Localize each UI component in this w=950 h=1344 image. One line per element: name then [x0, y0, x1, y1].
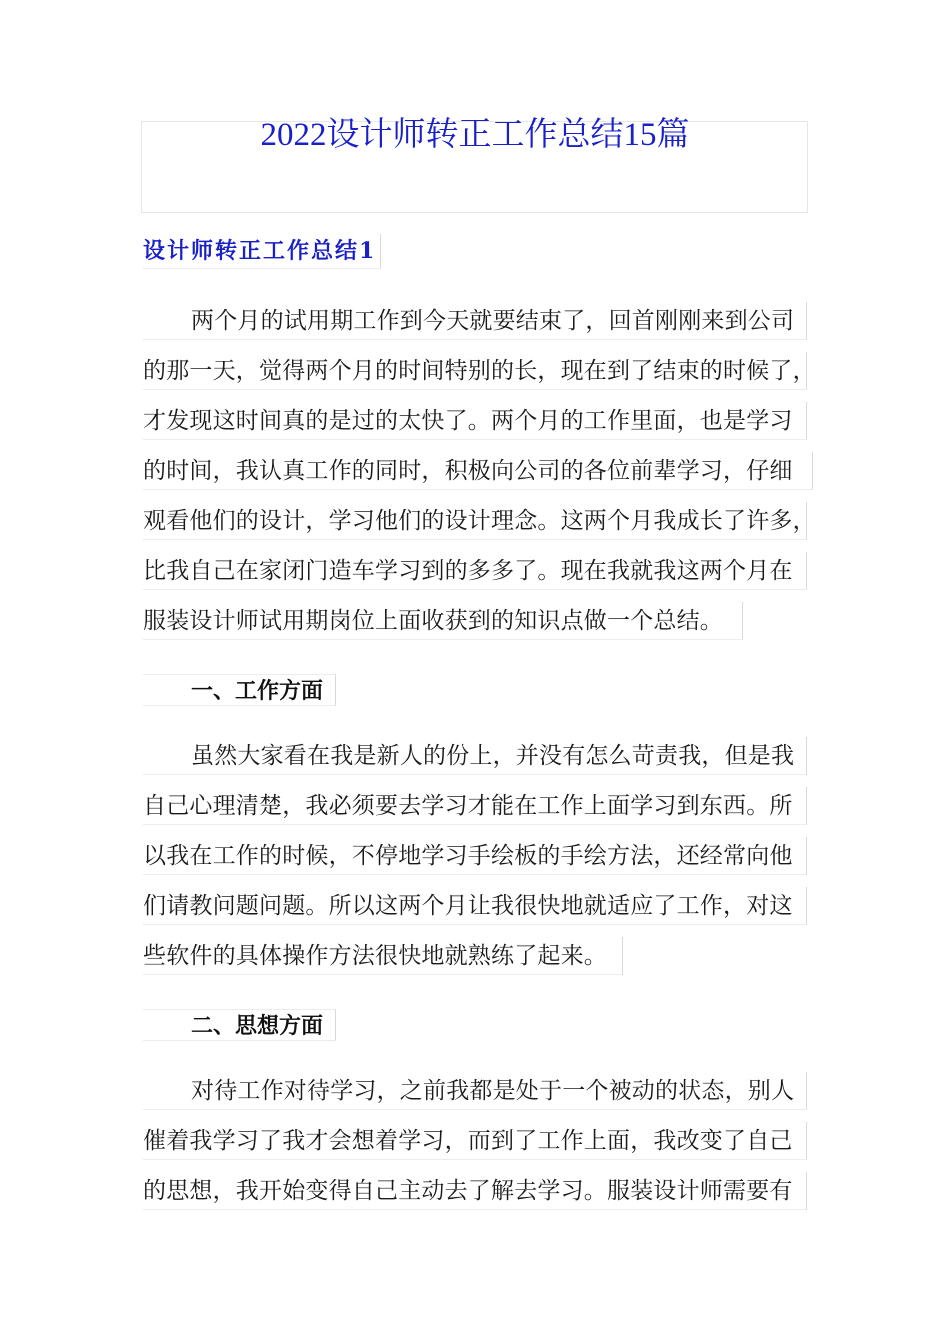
paragraph-line: 以我在工作的时候，不停地学习手绘板的手绘方法，还经常向他	[143, 837, 807, 875]
subheading-thought: 二、思想方面	[143, 1009, 336, 1041]
paragraph-line: 两个月的试用期工作到今天就要结束了，回首刚刚来到公司	[143, 302, 807, 340]
section-heading: 设计师转正工作总结1	[143, 234, 381, 269]
paragraph-line: 催着我学习了我才会想着学习，而到了工作上面，我改变了自己	[143, 1122, 807, 1160]
paragraph-line: 对待工作对待学习，之前我都是处于一个被动的状态，别人	[143, 1072, 807, 1110]
paragraph-line: 们请教问题问题。所以这两个月让我很快地就适应了工作，对这	[143, 887, 807, 925]
paragraph-line: 服装设计师试用期岗位上面收获到的知识点做一个总结。	[143, 602, 743, 640]
paragraph-line: 才发现这时间真的是过的太快了。两个月的工作里面，也是学习	[143, 402, 807, 440]
paragraph-line: 观看他们的设计，学习他们的设计理念。这两个月我成长了许多，	[143, 502, 807, 540]
paragraph-line: 的思想，我开始变得自己主动去了解去学习。服装设计师需要有	[143, 1172, 807, 1210]
document-title: 2022设计师转正工作总结15篇	[260, 117, 690, 153]
paragraph-line: 的时间，我认真工作的同时，积极向公司的各位前辈学习，仔细	[143, 452, 813, 490]
paragraph-line: 比我自己在家闭门造车学习到的多多了。现在我就我这两个月在	[143, 552, 807, 590]
paragraph-line: 虽然大家看在我是新人的份上，并没有怎么苛责我，但是我	[143, 737, 807, 775]
paragraph-line: 些软件的具体操作方法很快地就熟练了起来。	[143, 937, 623, 975]
subheading-work: 一、工作方面	[143, 674, 336, 706]
paragraph-line: 的那一天，觉得两个月的时间特别的长，现在到了结束的时候了，	[143, 352, 807, 390]
paragraph-line: 自己心理清楚，我必须要去学习才能在工作上面学习到东西。所	[143, 787, 807, 825]
